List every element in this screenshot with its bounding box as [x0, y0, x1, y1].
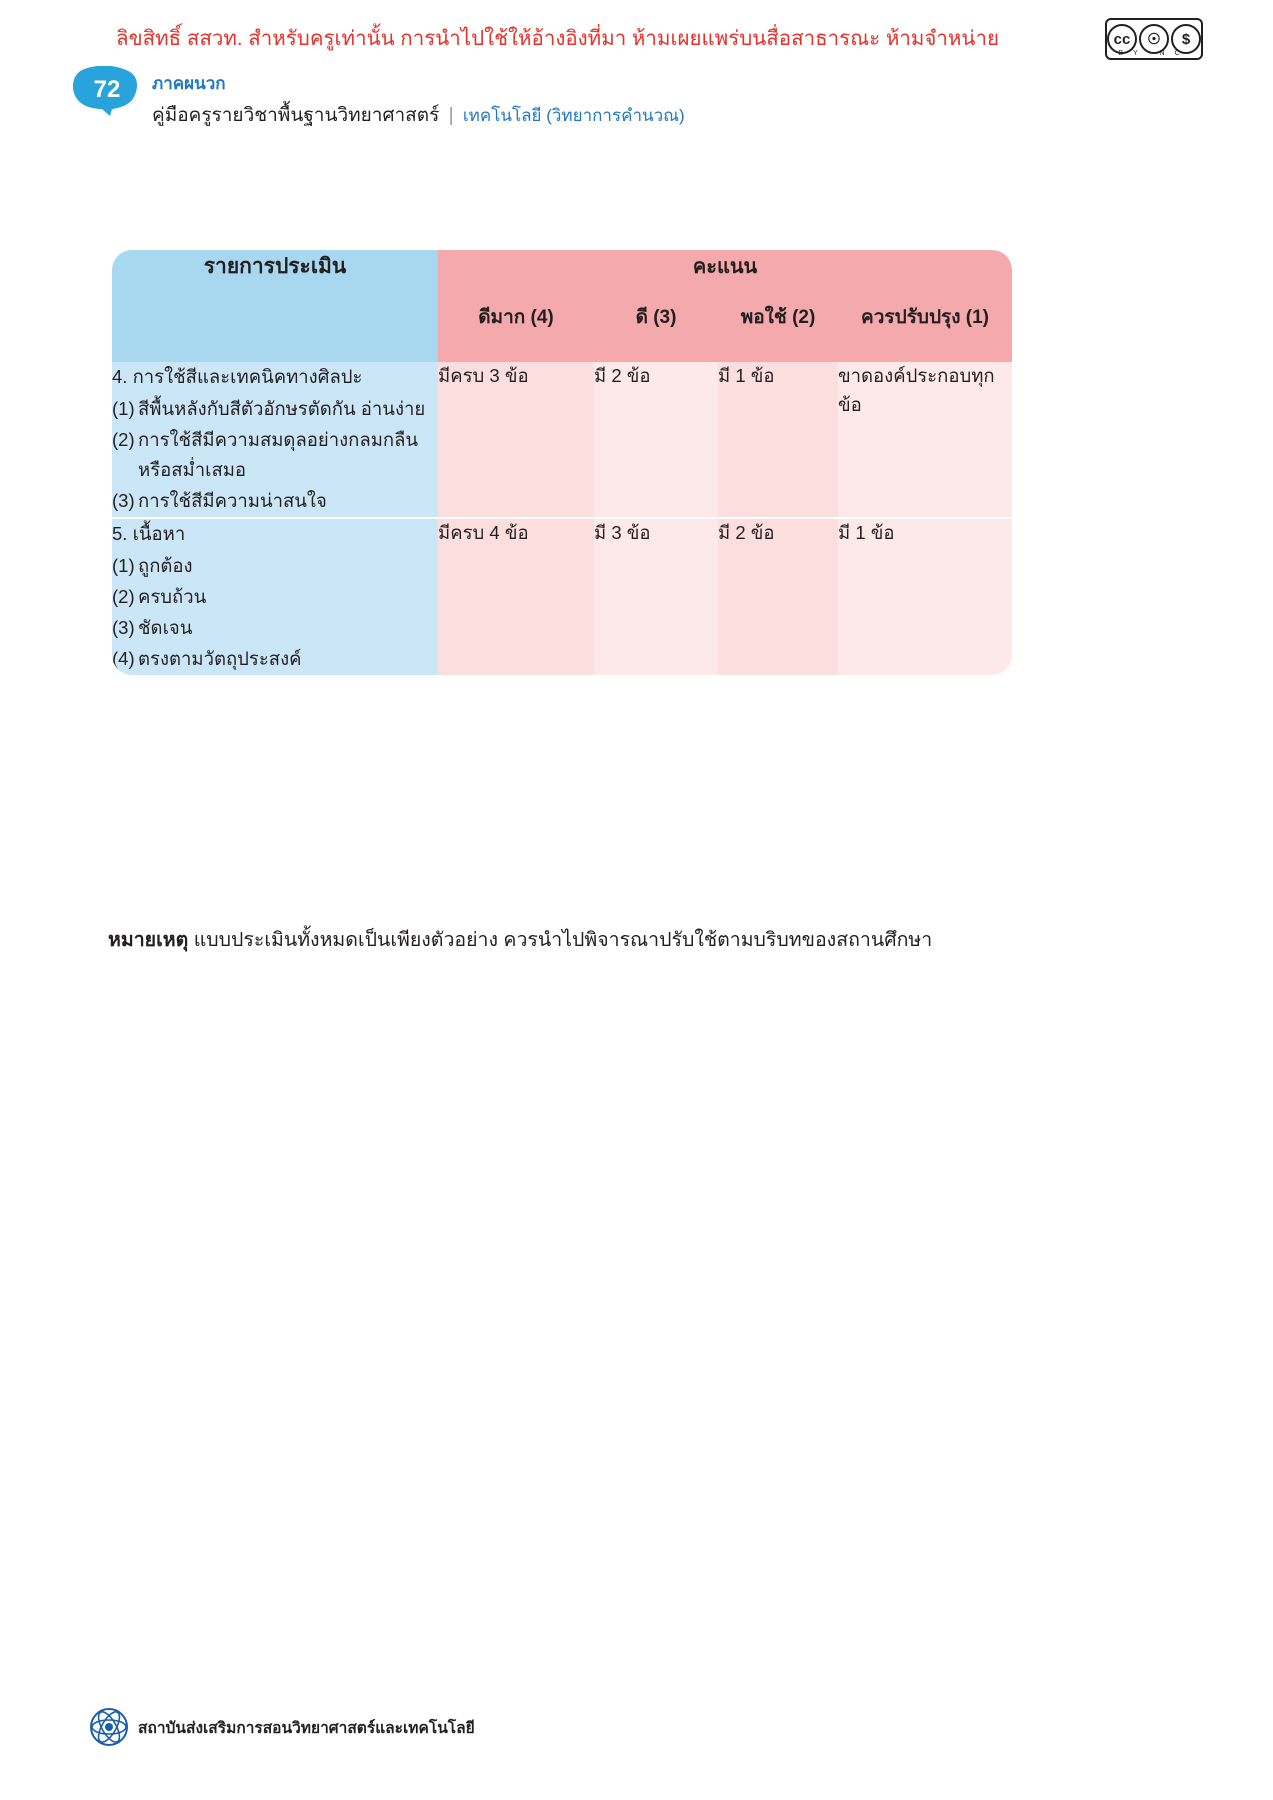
- footer-organization: สถาบันส่งเสริมการสอนวิทยาศาสตร์และเทคโนโลยี: [138, 1719, 475, 1737]
- appendix-label: ภาคผนวก: [152, 74, 226, 93]
- list-item: [112, 486, 438, 516]
- score-cell-2: มี 2 ข้อ: [718, 518, 838, 675]
- table-row: [112, 362, 1012, 518]
- note-text: แบบประเมินทั้งหมดเป็นเพียงตัวอย่าง ควรนำไปพิจารณาปรับใช้ตามบริบทของสถานศึกษา: [188, 929, 933, 951]
- subtitle-tech-text: เทคโนโลยี (วิทยาการคำนวณ): [462, 106, 685, 125]
- table-row: [112, 518, 1012, 675]
- list-item: [112, 425, 438, 485]
- header-score-group: คะแนน: [438, 250, 1012, 302]
- score-cell-3: มี 2 ข้อ: [594, 362, 718, 518]
- score-cell-2: มี 1 ข้อ: [718, 362, 838, 518]
- page-number-badge: [72, 66, 142, 118]
- subtitle-main-text: คู่มือครูรายวิชาพื้นฐานวิทยาศาสตร์: [152, 105, 440, 126]
- list-item-number: (1): [112, 397, 135, 419]
- list-item-text: ชัดเจน: [138, 616, 193, 638]
- list-item: [112, 644, 438, 674]
- creative-commons-badge: [1105, 18, 1203, 60]
- list-item-text: การใช้สีมีความสมดุลอย่างกลมกลืนหรือสม่ำเสมอ: [138, 428, 419, 480]
- header-score-4: ดีมาก (4): [438, 302, 594, 362]
- list-item-number: (3): [112, 489, 135, 511]
- list-item-text: ถูกต้อง: [138, 554, 193, 576]
- list-item-number: (2): [112, 428, 135, 450]
- score-cell-4: มีครบ 4 ข้อ: [438, 518, 594, 675]
- note-line: [108, 924, 932, 955]
- subtitle-separator: |: [448, 105, 454, 126]
- list-item-number: (4): [112, 647, 135, 669]
- criteria-list: [112, 394, 438, 516]
- rubric-table-wrapper: [112, 250, 1012, 675]
- ipst-logo-icon: [88, 1706, 130, 1748]
- list-item-text: ตรงตามวัตถุประสงค์: [138, 647, 302, 669]
- criteria-title: 5. เนื้อหา: [112, 522, 186, 544]
- cc-badge-sublabel: BY NC: [1118, 50, 1190, 57]
- cc-nc-icon: $: [1171, 24, 1201, 54]
- footer: [88, 1706, 475, 1748]
- list-item: [112, 551, 438, 581]
- criteria-list: [112, 551, 438, 674]
- list-item-text: การใช้สีมีความน่าสนใจ: [138, 489, 327, 511]
- header-score-3: ดี (3): [594, 302, 718, 362]
- rubric-table: [112, 250, 1012, 675]
- page-number: 72: [93, 76, 121, 103]
- header-score-2: พอใช้ (2): [718, 302, 838, 362]
- score-cell-1: ขาดองค์ประกอบทุกข้อ: [838, 362, 1012, 518]
- table-header-row-group: [112, 250, 1012, 302]
- score-cell-3: มี 3 ข้อ: [594, 518, 718, 675]
- copyright-notice: ลิขสิทธิ์ สสวท. สำหรับครูเท่านั้น การนำไปใช้ให้อ้างอิงที่มา ห้ามเผยแพร่บนสื่อสาธารณะ ห้ามจำหน่าย: [116, 27, 999, 50]
- header-score-1: ควรปรับปรุง (1): [838, 302, 1012, 362]
- score-cell-1: มี 1 ข้อ: [838, 518, 1012, 675]
- list-item-number: (1): [112, 554, 135, 576]
- score-cell-4: มีครบ 3 ข้อ: [438, 362, 594, 518]
- list-item: [112, 394, 438, 424]
- criteria-cell: [112, 518, 438, 675]
- list-item: [112, 613, 438, 643]
- list-item-text: สีพื้นหลังกับสีตัวอักษรตัดกัน อ่านง่าย: [138, 397, 426, 419]
- header-subtitle: [152, 100, 685, 130]
- list-item: [112, 582, 438, 612]
- list-item-text: ครบถ้วน: [138, 585, 207, 607]
- note-label: หมายเหตุ: [108, 929, 189, 951]
- list-item-number: (3): [112, 616, 135, 638]
- criteria-title: 4. การใช้สีและเทคนิคทางศิลปะ: [112, 366, 363, 387]
- cc-by-icon: ☉: [1139, 24, 1169, 54]
- criteria-cell: [112, 362, 438, 518]
- list-item-number: (2): [112, 585, 135, 607]
- header-criteria: รายการประเมิน: [112, 250, 438, 362]
- cc-icon: cc: [1107, 24, 1137, 54]
